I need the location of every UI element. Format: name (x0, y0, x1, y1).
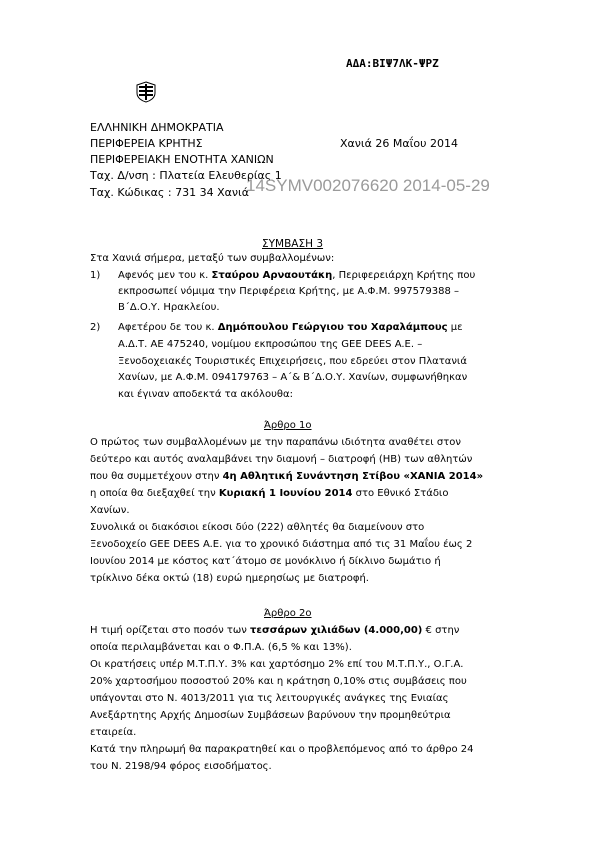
article2-line3: Οι κρατήσεις υπέρ Μ.Τ.Π.Υ. 3% και χαρτόσημο 2% επί του Μ.Τ.Π.Υ., Ο.Γ.Α. (90, 659, 464, 670)
party1-number: 1) (90, 270, 101, 281)
header-line-region: ΠΕΡΙΦΕΡΕΙΑ ΚΡΗΤΗΣ (90, 137, 203, 150)
header-line-postcode: Ταχ. Κώδικας : 731 34 Χανιά (90, 186, 249, 199)
intro-line: Στα Χανιά σήμερα, μεταξύ των συμβαλλομένων: (90, 253, 335, 264)
article1-line3: που θα συμμετέχουν στην 4η Αθλητική Συνάντηση Στίβου «ΧΑΝΙΑ 2014» (90, 471, 484, 482)
article1-line2: δεύτερο και αυτός αναλαμβάνει την διαμονή – διατροφή (ΗΒ) των αθλητών (90, 454, 473, 465)
article2-line2: οποία περιλαμβάνεται και ο Φ.Π.Α. (6,5 % και 13%). (90, 642, 352, 653)
greek-emblem-icon (136, 81, 156, 107)
party2-line2: Α.Δ.Τ. ΑΕ 475240, νομίμου εκπροσώπου της GEE DEES A.E. – (118, 339, 423, 350)
party1-line1: Αφενός μεν του κ. Σταύρου Αρναουτάκη, Περιφερειάρχη Κρήτης που (118, 270, 476, 281)
party1-line3: Β΄Δ.Ο.Υ. Ηρακλείου. (118, 302, 220, 313)
article2-line1: Η τιμή ορίζεται στο ποσόν των τεσσάρων χιλιάδων (4.000,00) € στην (90, 625, 460, 636)
article2-heading: Άρθρο 2ο (264, 608, 312, 619)
article2-line8: Κατά την πληρωμή θα παρακρατηθεί και ο προβλεπόμενος από το άρθρο 24 (90, 744, 474, 755)
article2-line4: 20% χαρτοσήμου ποσοστού 20% και η κράτηση 0,10% στις συμβάσεις που (90, 676, 467, 687)
party2-line1: Αφετέρου δε του κ. Δημόπουλου Γεώργιου του Χαραλάμπους με (118, 322, 463, 333)
article2-line5: υπάγονται στο Ν. 4013/2011 για τις λειτουργικές ανάγκες της Ενιαίας (90, 693, 449, 704)
party2-line3: Ξενοδοχειακές Τουριστικές Επιχειρήσεις, που εδρεύει στον Πλατανιά (118, 356, 467, 367)
party2-line5: και έγιναν αποδεκτά τα ακόλουθα: (118, 389, 293, 400)
document-date: Χανιά 26 Μαΐου 2014 (340, 137, 458, 150)
article1-heading: Άρθρο 1ο (264, 420, 312, 431)
header-line-republic: ΕΛΛΗΝΙΚΗ ΔΗΜΟΚΡΑΤΙΑ (90, 121, 224, 134)
contract-title: ΣΥΜΒΑΣΗ 3 (262, 238, 324, 250)
article1-line4: η οποία θα διεξαχθεί την Κυριακή 1 Ιουνίου 2014 στο Εθνικό Στάδιο (90, 488, 449, 499)
header-line-address: Ταχ. Δ/νση : Πλατεία Ελευθερίας 1 (90, 169, 282, 182)
header-line-unit: ΠΕΡΙΦΕΡΕΙΑΚΗ ΕΝΟΤΗΤΑ ΧΑΝΙΩΝ (90, 153, 274, 166)
article2-line6: Ανεξάρτητης Αρχής Δημοσίων Συμβάσεων βαρύνουν την προμηθεύτρια (90, 710, 451, 721)
party2-line4: Χανίων, με Α.Φ.Μ. 094179763 – Α΄& Β΄Δ.Ο.Υ. Χανίων, συμφωνήθηκαν (118, 372, 468, 383)
article1-line8: Ιουνίου 2014 με κόστος κατ΄άτομο σε μονόκλινο ή δίκλινο δωμάτιο ή (90, 556, 441, 567)
article1-line1: Ο πρώτος των συμβαλλομένων με την παραπάνω ιδιότητα αναθέτει στον (90, 437, 461, 448)
article1-line6: Συνολικά οι διακόσιοι είκοσι δύο (222) αθλητές θα διαμείνουν στο (90, 522, 425, 533)
ada-code: ΑΔΑ:ΒΙΨ7ΛΚ-ΨΡΖ (346, 57, 439, 70)
article2-line7: εταιρεία. (90, 727, 137, 738)
article2-line9: του Ν. 2198/94 φόρος εισοδήματος. (90, 761, 272, 772)
protocol-watermark: 14SYMV002076620 2014-05-29 (246, 176, 490, 195)
article1-line9: τρίκλινο δέκα οκτώ (18) ευρώ ημερησίως με διατροφή. (90, 573, 369, 584)
article1-line7: Ξενοδοχείο GEE DEES A.E. για το χρονικό διάστημα από τις 31 Μαΐου έως 2 (90, 539, 473, 550)
party1-line2: εκπροσωπεί νόμιμα την Περιφέρεια Κρήτης, με Α.Φ.Μ. 997579388 – (118, 286, 460, 297)
party2-number: 2) (90, 322, 101, 333)
article1-line5: Χανίων. (90, 505, 130, 516)
